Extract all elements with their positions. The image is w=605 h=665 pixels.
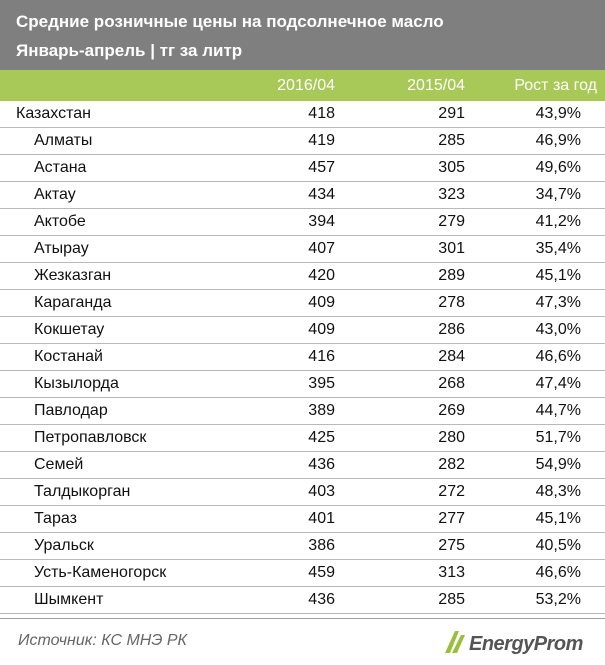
footer <box>0 618 605 665</box>
value-2016: 436 <box>308 456 335 473</box>
row-name: Павлодар <box>34 402 108 419</box>
value-2016: 420 <box>308 267 335 284</box>
value-2015: 279 <box>438 213 465 230</box>
column-header-2016: 2016/04 <box>277 77 335 94</box>
value-2015: 286 <box>438 321 465 338</box>
value-2015: 289 <box>438 267 465 284</box>
table-row <box>0 344 605 371</box>
table-row <box>0 371 605 398</box>
row-name: Астана <box>34 159 87 176</box>
table-row <box>0 533 605 560</box>
row-name: Казахстан <box>16 105 91 122</box>
value-2015: 275 <box>438 537 465 554</box>
table-row <box>0 236 605 263</box>
row-name: Уральск <box>34 537 94 554</box>
value-2015: 313 <box>438 564 465 581</box>
value-2015: 277 <box>438 510 465 527</box>
table-row <box>0 317 605 344</box>
chart-title: Средние розничные цены на подсолнечное масло <box>16 12 444 31</box>
value-growth: 48,3% <box>535 483 581 500</box>
row-name: Шымкент <box>34 591 104 608</box>
value-growth: 45,1% <box>535 267 581 284</box>
row-name: Талдыкорган <box>34 483 131 500</box>
value-2016: 434 <box>308 186 335 203</box>
value-2015: 269 <box>438 402 465 419</box>
value-2015: 285 <box>438 132 465 149</box>
table-row <box>0 290 605 317</box>
table-row <box>0 506 605 533</box>
row-name: Жезказган <box>34 267 112 284</box>
value-2015: 323 <box>438 186 465 203</box>
value-growth: 54,9% <box>535 456 581 473</box>
data-table-body <box>0 101 605 614</box>
energyprom-logo-icon <box>441 627 469 659</box>
value-2016: 389 <box>308 402 335 419</box>
value-growth: 43,9% <box>535 105 581 122</box>
table-row <box>0 479 605 506</box>
row-name: Петропавловск <box>34 429 147 446</box>
value-2016: 436 <box>308 591 335 608</box>
table-row <box>0 182 605 209</box>
value-2016: 401 <box>308 510 335 527</box>
value-growth: 44,7% <box>535 402 581 419</box>
value-2015: 301 <box>438 240 465 257</box>
value-2015: 282 <box>438 456 465 473</box>
title-banner <box>0 0 605 70</box>
table-row <box>0 587 605 614</box>
table-row <box>0 398 605 425</box>
value-2016: 425 <box>308 429 335 446</box>
row-name: Атырау <box>34 240 89 257</box>
table-row <box>0 263 605 290</box>
value-2016: 407 <box>308 240 335 257</box>
chart-subtitle: Январь-апрель | тг за литр <box>16 41 243 60</box>
value-growth: 47,4% <box>535 375 581 392</box>
row-name: Актау <box>34 186 76 203</box>
value-growth: 47,3% <box>535 294 581 311</box>
value-growth: 35,4% <box>535 240 581 257</box>
value-growth: 46,6% <box>535 564 581 581</box>
column-header-growth: Рост за год <box>514 77 597 94</box>
value-2016: 419 <box>308 132 335 149</box>
table-row-total <box>0 101 605 128</box>
value-2015: 278 <box>438 294 465 311</box>
value-2016: 386 <box>308 537 335 554</box>
table-row <box>0 452 605 479</box>
table-row <box>0 560 605 587</box>
value-growth: 45,1% <box>535 510 581 527</box>
row-name: Тараз <box>34 510 77 527</box>
row-name: Кокшетау <box>34 321 105 338</box>
source-note: Источник: КС МНЭ РК <box>18 632 187 649</box>
value-2016: 409 <box>308 321 335 338</box>
value-2016: 403 <box>308 483 335 500</box>
value-2016: 418 <box>308 105 335 122</box>
value-growth: 53,2% <box>535 591 581 608</box>
row-name: Алматы <box>34 132 93 149</box>
value-growth: 43,0% <box>535 321 581 338</box>
value-2015: 280 <box>438 429 465 446</box>
value-2016: 459 <box>308 564 335 581</box>
value-2015: 268 <box>438 375 465 392</box>
value-2016: 395 <box>308 375 335 392</box>
row-name: Семей <box>34 456 84 473</box>
row-name: Костанай <box>34 348 103 365</box>
table-row <box>0 155 605 182</box>
value-growth: 51,7% <box>535 429 581 446</box>
value-2015: 285 <box>438 591 465 608</box>
column-header-row <box>0 70 605 101</box>
table-row <box>0 128 605 155</box>
value-growth: 49,6% <box>535 159 581 176</box>
value-2016: 409 <box>308 294 335 311</box>
table-row <box>0 209 605 236</box>
logo-text: EnergyProm <box>469 633 583 655</box>
energyprom-logo <box>441 627 591 659</box>
row-name: Актобе <box>34 213 86 230</box>
column-header-2015: 2015/04 <box>407 77 465 94</box>
row-name: Кызылорда <box>34 375 119 392</box>
value-2015: 284 <box>438 348 465 365</box>
value-2015: 291 <box>438 105 465 122</box>
table-row <box>0 425 605 452</box>
row-name: Усть-Каменогорск <box>34 564 167 581</box>
value-2016: 457 <box>308 159 335 176</box>
value-growth: 34,7% <box>535 186 581 203</box>
value-growth: 40,5% <box>535 537 581 554</box>
row-name: Караганда <box>34 294 112 311</box>
value-2016: 416 <box>308 348 335 365</box>
value-growth: 46,6% <box>535 348 581 365</box>
value-2015: 272 <box>438 483 465 500</box>
value-2016: 394 <box>308 213 335 230</box>
value-growth: 46,9% <box>535 132 581 149</box>
value-growth: 41,2% <box>535 213 581 230</box>
value-2015: 305 <box>438 159 465 176</box>
